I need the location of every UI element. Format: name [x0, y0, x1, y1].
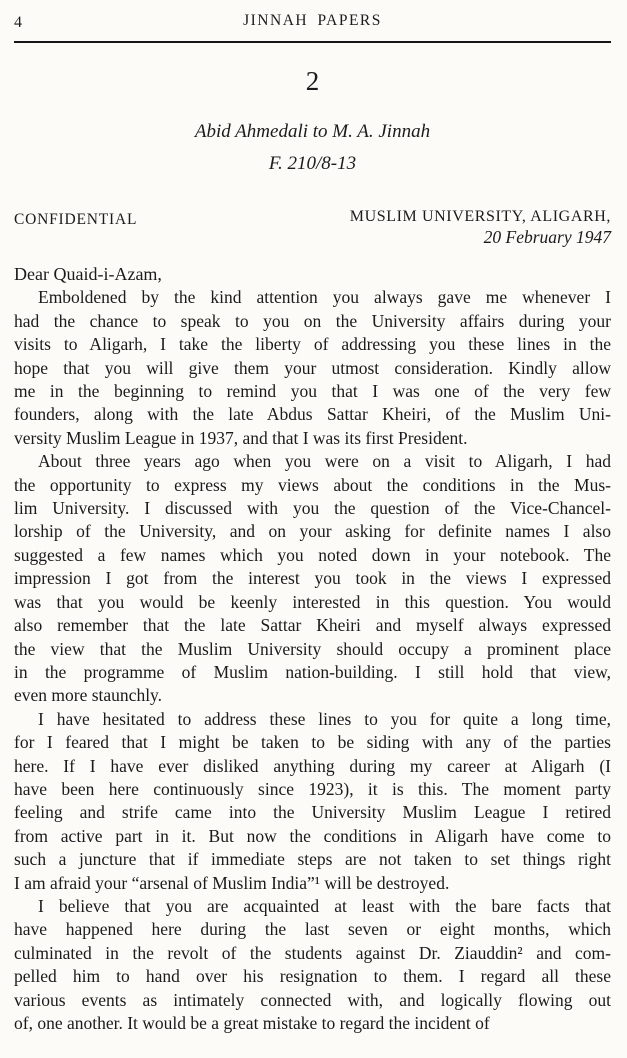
text-line: of, one another. It would be a great mistake to regard the incident of — [14, 1013, 490, 1033]
text-line: culminated in the revolt of the students against Dr. Ziauddin² and com- — [14, 942, 611, 963]
letter-meta — [14, 207, 611, 251]
text-line: I believe that you are acquainted at least with the bare facts that — [38, 895, 611, 916]
text-line: hope that you will give them your utmost consideration. Kindly allow — [14, 357, 611, 378]
text-line: lorship of the University, and on your asking for definite names I also — [14, 521, 611, 542]
date-line: 20 February 1947 — [483, 227, 611, 247]
place-line: MUSLIM UNIVERSITY, ALIGARH, — [349, 208, 611, 225]
text-line: have been here continuously since 1923), it is this. The moment party — [14, 778, 611, 799]
running-title: JINNAH PAPERS — [243, 12, 382, 29]
document-heading: Abid Ahmedali to M. A. Jinnah — [194, 121, 431, 142]
text-line: lim University. I discussed with you the question of the Vice-Chancel- — [14, 498, 611, 519]
text-line: the opportunity to express my views about the conditions in the Mus- — [14, 474, 611, 495]
page-header — [14, 12, 611, 34]
text-line: even more staunchly. — [14, 685, 163, 706]
file-reference: F. 210/8-13 — [268, 153, 357, 174]
text-line: from active part in it. But now the conditions in Aligarh have come to — [14, 825, 611, 846]
text-line: for I feared that I might be taken to be siding with any of the parties — [14, 732, 611, 753]
text-line: me in the beginning to remind you that I was one of the very few — [14, 381, 611, 402]
text-line: I am afraid your “arsenal of Muslim India”¹ will be destroyed. — [14, 872, 450, 893]
text-line: various events as intimately connected with, and logically flowing out — [14, 989, 611, 1010]
text-line: here. If I have ever disliked anything during my career at Aligarh (I — [14, 755, 611, 776]
text-line: suggested a few names which you noted down in your notebook. The — [14, 544, 611, 565]
classification-label: CONFIDENTIAL — [14, 211, 138, 228]
text-line: impression I got from the interest you took in the views I expressed — [14, 568, 611, 589]
document-number: 2 — [305, 66, 320, 96]
text-line: versity Muslim League in 1937, and that I was its first President. — [14, 427, 468, 448]
text-line: also remember that the late Sattar Kheiri and myself always expressed — [14, 615, 611, 636]
text-line: pelled him to hand over his resignation to them. I regard all these — [14, 966, 611, 987]
text-line: Emboldened by the kind attention you always gave me whenever I — [38, 287, 611, 308]
text-line: About three years ago when you were on a visit to Aligarh, I had — [38, 451, 611, 472]
letter-body — [14, 286, 611, 1035]
text-line: was that you would be keenly interested in this question. You would — [14, 591, 611, 612]
text-line: I have hesitated to address these lines to you for quite a long time, — [38, 708, 611, 729]
text-line: have happened here during the last seven or eight months, which — [14, 919, 611, 940]
text-line: feeling and strife came into the University Muslim League I retired — [14, 802, 611, 823]
page-number: 4 — [14, 14, 22, 31]
header-rule — [14, 41, 611, 43]
text-line: in the programme of Muslim nation-building. I still hold that view, — [14, 661, 611, 682]
text-line: founders, along with the late Abdus Sattar Kheiri, of the Muslim Uni- — [14, 404, 611, 425]
text-line: visits to Aligarh, I take the liberty of addressing you these lines in the — [14, 334, 611, 355]
text-line: the view that the Muslim University should occupy a prominent place — [14, 638, 611, 659]
text-line: had the chance to speak to you on the University affairs during your — [14, 310, 611, 331]
text-line: such a juncture that if immediate steps are not taken to set things right — [14, 849, 611, 870]
salutation: Dear Quaid-i-Azam, — [14, 264, 162, 284]
